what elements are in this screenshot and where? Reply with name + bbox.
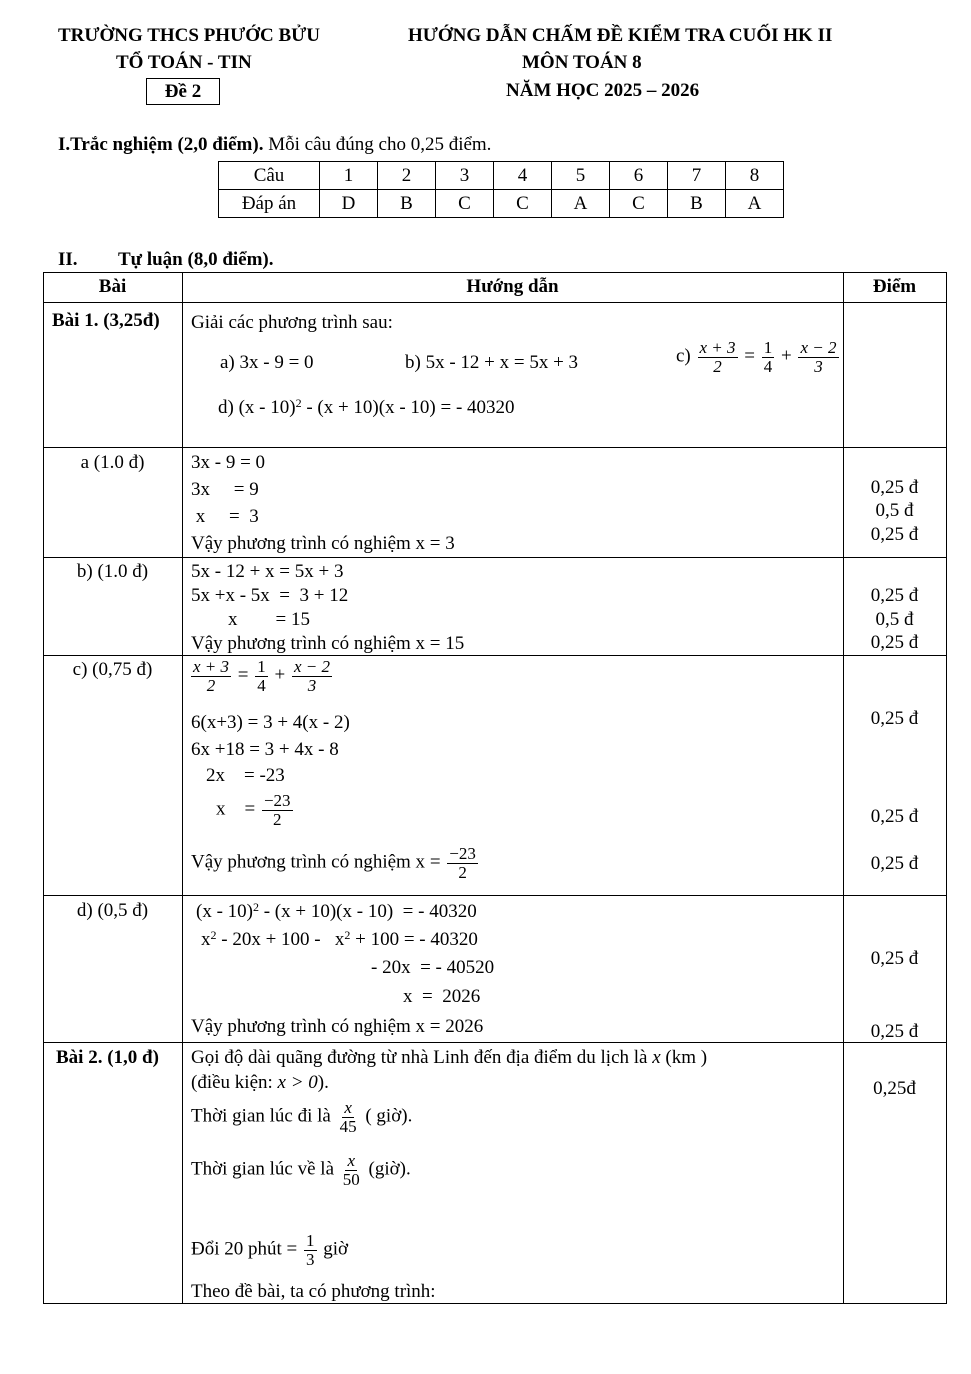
bai2-label: Bài 2. (1,0 đ) — [56, 1047, 159, 1068]
sub-a-line: 3x = 9 — [191, 479, 259, 500]
group-name: TỔ TOÁN - TIN — [116, 52, 252, 73]
bai2-line1: Gọi độ dài quãng đường từ nhà Linh đến địa điểm du lịch là x (km ) — [191, 1047, 708, 1068]
sub-c-equation: $\frac{x + 3}{2}$ = $\frac{1}{4}$ + $\frac{x - 2}{3}$ — [193, 657, 330, 695]
doc-title: HƯỚNG DẪN CHẤM ĐỀ KIỂM TRA CUỐI HK II — [408, 25, 833, 46]
bai1-label: Bài 1. (3,25đ) — [52, 310, 160, 331]
points: 0,5 đ — [875, 609, 914, 630]
points: 0,25 đ — [870, 948, 919, 969]
bai1-eq-b: b) 5x - 12 + x = 5x + 3 — [405, 352, 579, 373]
eq-c-prefix: c) — [676, 345, 691, 367]
sub-c-line: 6(x+3) = 3 + 4(x - 2) — [191, 712, 350, 733]
answer-table — [218, 161, 784, 218]
answer-cell: B — [668, 190, 726, 218]
points: 0,25 đ — [870, 585, 919, 606]
answer-cell: B — [378, 190, 436, 218]
sub-b-line: 5x +x - 5x = 3 + 12 — [191, 585, 349, 606]
fraction: $\frac{-23}{2}$ — [263, 791, 291, 829]
question-cell: 2 — [378, 162, 436, 190]
fraction: $\frac{x}{45}$ — [339, 1098, 357, 1136]
sub-d-line: x = 2026 — [403, 986, 481, 1007]
sub-c-line: 6x +18 = 3 + 4x - 8 — [191, 739, 339, 760]
fraction: $\frac{x + 3}{2}$ — [193, 657, 230, 695]
answer-cell: D — [320, 190, 378, 218]
question-cell: 1 — [320, 162, 378, 190]
sub-b-line: x = 15 — [228, 609, 310, 630]
fraction: $\frac{1}{3}$ — [306, 1231, 315, 1269]
points: 0,5 đ — [875, 500, 914, 521]
bai1-eq-c: c) $\frac{x + 3}{2}$ = $\frac{1}{4}$ + $\frac{x - 2}{3}$ — [676, 338, 837, 376]
bai2-go-time: Thời gian lúc đi là $\frac{x}{45}$ ( giờ). — [191, 1098, 413, 1136]
row-label-dap-an: Đáp án — [219, 190, 320, 218]
bai1-intro: Giải các phương trình sau: — [191, 312, 393, 333]
points: 0,25 đ — [870, 853, 919, 874]
sub-a-line: Vậy phương trình có nghiệm x = 3 — [191, 533, 455, 554]
bai1-eq-a: a) 3x - 9 = 0 — [220, 352, 314, 373]
answer-cell: A — [726, 190, 784, 218]
sub-c-line: 2x = -23 — [206, 765, 285, 786]
points: 0,25 đ — [870, 632, 919, 653]
fraction: $\frac{x}{50}$ — [342, 1151, 360, 1189]
bai2-condition: (điều kiện: x > 0). — [191, 1072, 329, 1093]
sub-d-line: $x^2 - 20x + 100 - x^2 + 100$ = - 40320 — [201, 928, 478, 950]
answer-cell: C — [610, 190, 668, 218]
question-cell: 8 — [726, 162, 784, 190]
question-cell: 5 — [552, 162, 610, 190]
points: 0,25đ — [873, 1078, 916, 1099]
fraction: $\frac{1}{4}$ — [763, 338, 773, 376]
question-cell: 7 — [668, 162, 726, 190]
part1-heading — [58, 134, 491, 156]
bai1-eq-d: d) (x - 10)$^2$ - (x + 10)(x - 10) = - 40320 — [218, 396, 515, 418]
col-header-diem: Điểm — [872, 276, 917, 297]
row-label-cau: Câu — [219, 162, 320, 190]
school-name: TRƯỜNG THCS PHƯỚC BỬU — [58, 25, 320, 46]
sub-d-line: Vậy phương trình có nghiệm x = 2026 — [191, 1016, 484, 1037]
sub-d-line: (x - 10)$^2$ - (x + 10)(x - 10) = - 40320 — [196, 900, 477, 922]
exam-code-box: Đề 2 — [146, 78, 220, 105]
sub-b-line: Vậy phương trình có nghiệm x = 15 — [191, 633, 465, 654]
answer-cell: C — [494, 190, 552, 218]
fraction: $\frac{x + 3}{2}$ — [699, 338, 736, 376]
subject: MÔN TOÁN 8 — [522, 52, 642, 73]
fraction: $\frac{-23}{2}$ — [449, 844, 476, 882]
points: 0,25 đ — [870, 806, 919, 827]
part2-heading: Tự luận (8,0 điểm). — [118, 249, 274, 270]
points: 0,25 đ — [870, 708, 919, 729]
bai2-back-time: Thời gian lúc về là $\frac{x}{50}$ (giờ). — [191, 1151, 411, 1189]
question-cell: 3 — [436, 162, 494, 190]
sub-a-line: 3x - 9 = 0 — [191, 452, 266, 473]
sub-c-label: c) (0,75 đ) — [72, 659, 153, 680]
sub-d-label: d) (0,5 đ) — [76, 900, 149, 921]
part1-heading-note: Mỗi câu đúng cho 0,25 điểm. — [268, 134, 492, 155]
sub-c-x-solution: x = $\frac{-23}{2}$ — [216, 791, 291, 829]
fraction: $\frac{x - 2}{3}$ — [293, 657, 330, 695]
bai2-convert: Đổi 20 phút = $\frac{1}{3}$ giờ — [191, 1231, 349, 1269]
bai2-equation-intro: Theo đề bài, ta có phương trình: — [191, 1281, 436, 1302]
sub-a-line: x = 3 — [191, 506, 259, 527]
answer-cell: A — [552, 190, 610, 218]
points: 0,25 đ — [870, 477, 919, 498]
school-year: NĂM HỌC 2025 – 2026 — [506, 80, 700, 101]
points: 0,25 đ — [870, 524, 919, 545]
sub-a-label: a (1.0 đ) — [80, 452, 145, 473]
points: 0,25 đ — [870, 1021, 919, 1042]
answer-table-row-questions — [219, 162, 784, 190]
sub-d-line: - 20x = - 40520 — [371, 957, 495, 978]
part1-heading-bold: I.Trắc nghiệm (2,0 điểm). — [58, 134, 264, 155]
question-cell: 4 — [494, 162, 552, 190]
sub-c-conclusion: Vậy phương trình có nghiệm x = $\frac{-23}{2}$ — [191, 844, 476, 882]
question-cell: 6 — [610, 162, 668, 190]
fraction: $\frac{1}{4}$ — [257, 657, 266, 695]
part2-heading-num: II. — [58, 249, 78, 270]
sub-b-label: b) (1.0 đ) — [76, 561, 149, 582]
answer-cell: C — [436, 190, 494, 218]
sub-b-line: 5x - 12 + x = 5x + 3 — [191, 561, 344, 582]
col-header-bai: Bài — [98, 276, 127, 297]
answer-table-row-answers — [219, 190, 784, 218]
col-header-huong-dan: Hướng dẫn — [466, 276, 559, 297]
fraction: $\frac{x - 2}{3}$ — [800, 338, 837, 376]
